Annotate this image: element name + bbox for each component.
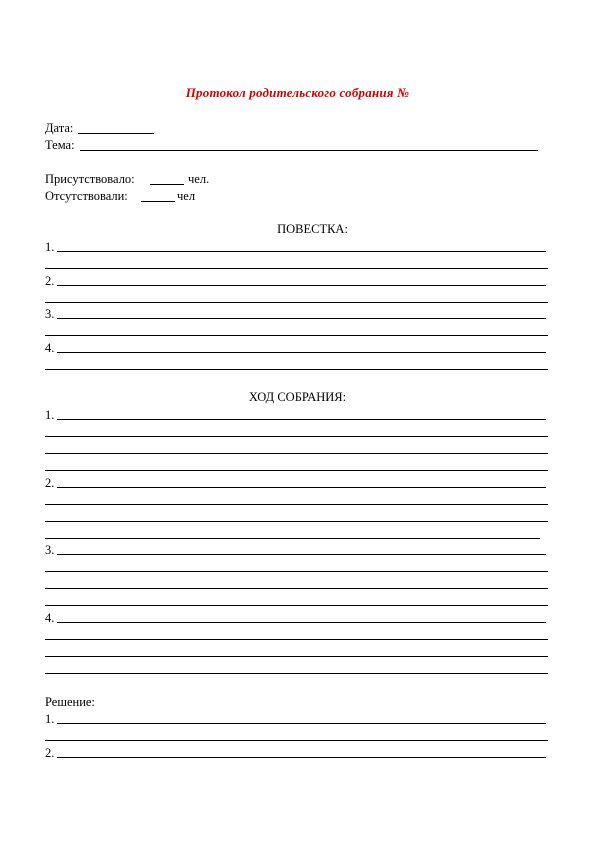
proceedings-item-2-number: 2.: [45, 476, 55, 490]
present-unit: чел.: [188, 172, 210, 186]
date-label: Дата:: [45, 121, 74, 135]
proceedings-item-3-line[interactable]: [57, 554, 546, 555]
proceedings-item-4-line[interactable]: [57, 622, 546, 623]
agenda-item-1-number: 1.: [45, 240, 55, 254]
decision-item-1-number: 1.: [45, 712, 55, 726]
proceedings-item-1-number: 1.: [45, 408, 55, 422]
proceedings-item-1-line-3[interactable]: [45, 453, 548, 454]
present-field-line[interactable]: [150, 184, 184, 185]
proceedings-item-1-line[interactable]: [57, 419, 546, 420]
present-label: Присутствовало:: [45, 172, 135, 186]
agenda-item-3-extra-line[interactable]: [45, 335, 548, 336]
agenda-item-2-line[interactable]: [57, 285, 546, 286]
agenda-item-3-number: 3.: [45, 307, 55, 321]
agenda-item-4-line[interactable]: [57, 352, 546, 353]
absent-field-line[interactable]: [141, 201, 175, 202]
proceedings-item-4-line-2[interactable]: [45, 639, 548, 640]
date-field-line[interactable]: [78, 133, 154, 134]
decision-item-2-number: 2.: [45, 746, 55, 760]
proceedings-item-3-line-4[interactable]: [45, 605, 548, 606]
proceedings-item-2-line-2[interactable]: [45, 504, 548, 505]
topic-label: Тема:: [45, 138, 75, 152]
proceedings-item-3-number: 3.: [45, 543, 55, 557]
proceedings-heading: ХОД СОБРАНИЯ:: [248, 390, 347, 404]
absent-unit: чел: [177, 189, 196, 203]
decision-heading: Решение:: [45, 695, 95, 709]
agenda-item-4-extra-line[interactable]: [45, 369, 548, 370]
agenda-item-2-extra-line[interactable]: [45, 302, 548, 303]
proceedings-item-4-line-4[interactable]: [45, 673, 548, 674]
agenda-item-1-line[interactable]: [57, 251, 546, 252]
document-title: Протокол родительского собрания №: [185, 85, 410, 100]
proceedings-item-4-line-3[interactable]: [45, 656, 548, 657]
decision-item-1-line-2[interactable]: [45, 740, 548, 741]
agenda-item-1-extra-line[interactable]: [45, 268, 548, 269]
proceedings-item-2-line-4[interactable]: [45, 538, 540, 539]
proceedings-item-1-line-4[interactable]: [45, 470, 548, 471]
agenda-heading: ПОВЕСТКА:: [277, 222, 348, 236]
decision-item-2-line[interactable]: [57, 757, 546, 758]
proceedings-item-4-number: 4.: [45, 611, 55, 625]
proceedings-item-3-line-3[interactable]: [45, 588, 548, 589]
proceedings-item-3-line-2[interactable]: [45, 571, 548, 572]
proceedings-item-2-line[interactable]: [57, 487, 546, 488]
proceedings-item-1-line-2[interactable]: [45, 436, 548, 437]
agenda-item-4-number: 4.: [45, 341, 55, 355]
agenda-item-2-number: 2.: [45, 274, 55, 288]
absent-label: Отсутствовали:: [45, 189, 128, 203]
topic-field-line[interactable]: [80, 150, 538, 151]
decision-item-1-line[interactable]: [57, 723, 546, 724]
proceedings-item-2-line-3[interactable]: [45, 521, 548, 522]
agenda-item-3-line[interactable]: [57, 318, 546, 319]
